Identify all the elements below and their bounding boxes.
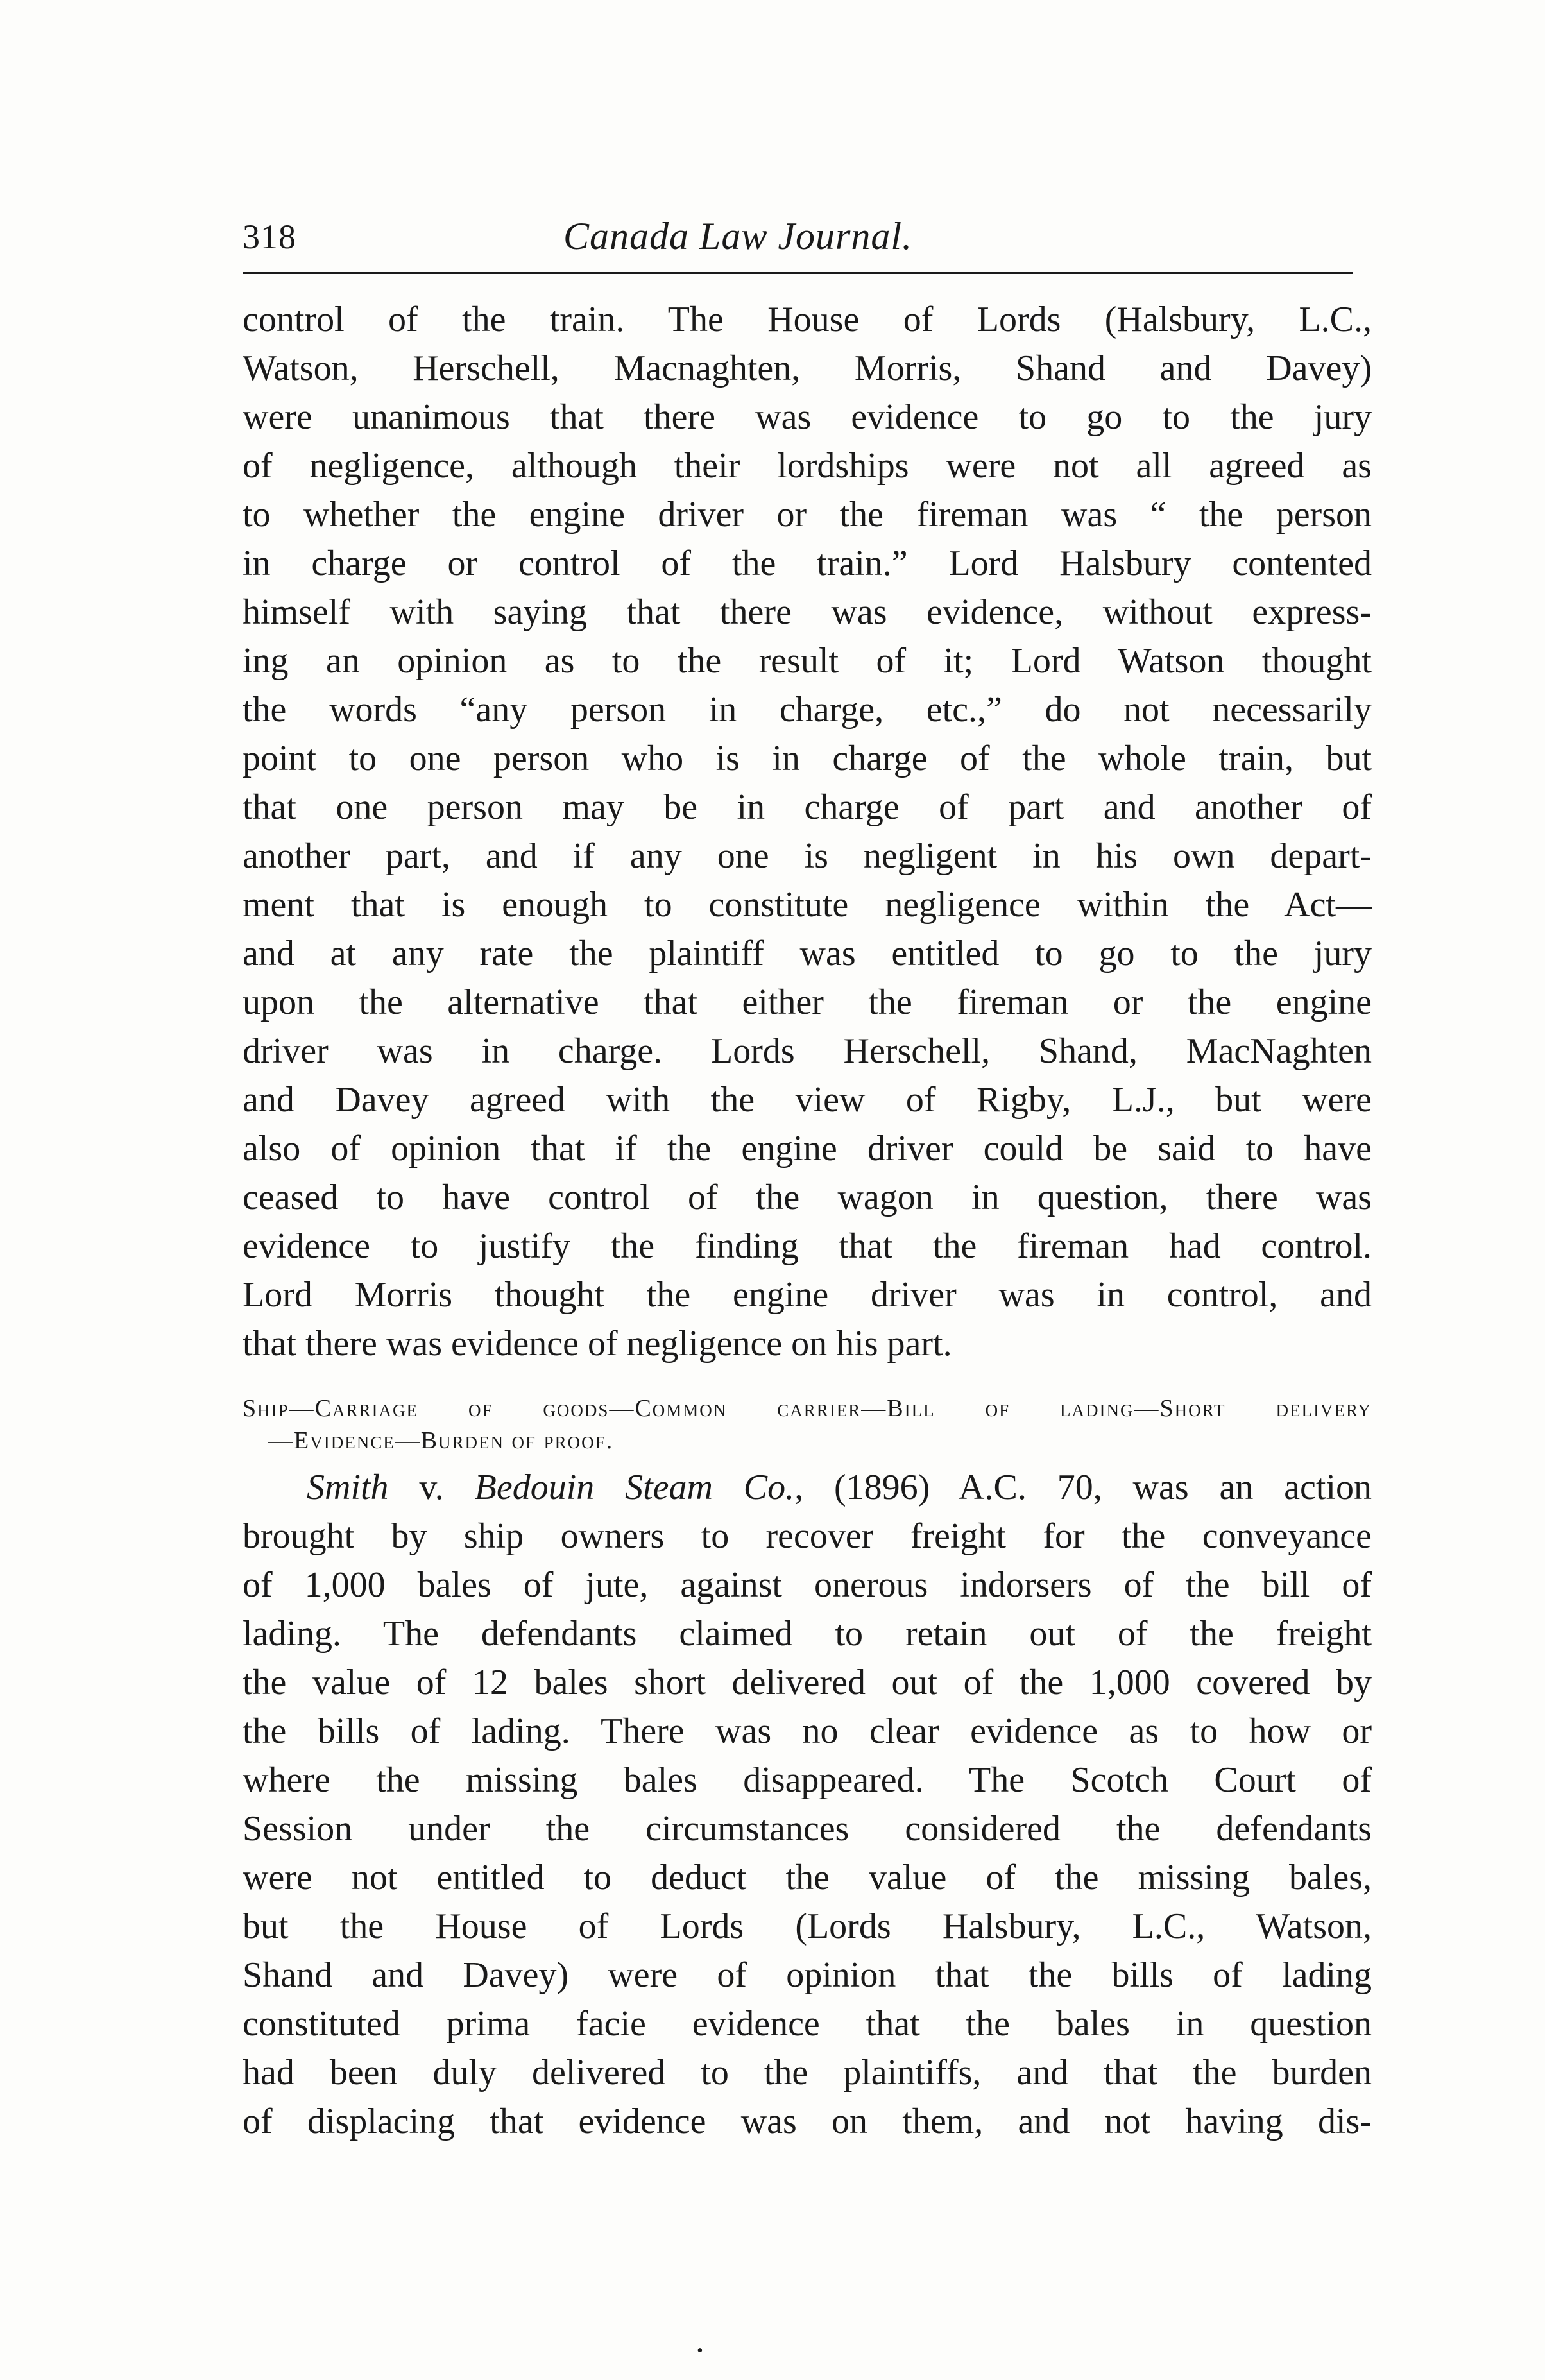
text-line: control of the train. The House of Lords (Halsbury, L.C.,	[243, 300, 1372, 339]
text-line: and at any rate the plaintiff was entitled to go to the jury	[243, 934, 1372, 973]
text-line: in charge or control of the train.” Lord Halsbury contented	[243, 544, 1372, 583]
text-line: also of opinion that if the engine driver could be said to have	[243, 1129, 1372, 1169]
text-line: where the missing bales disappeared. The Scotch Court of	[243, 1760, 1372, 1800]
paragraph-1	[243, 295, 1372, 1368]
body-text	[243, 295, 1372, 2146]
text-line: of 1,000 bales of jute, against onerous indorsers of the bill of	[243, 1565, 1372, 1605]
running-title: Canada Law Journal.	[563, 215, 913, 257]
text-line: another part, and if any one is negligent in his own depart-	[243, 836, 1372, 876]
heading-line: Ship—Carriage of goods—Common carrier—Bill of lading—Short delivery	[243, 1395, 1372, 1422]
text-line: ing an opinion as to the result of it; Lord Watson thought	[243, 641, 1372, 681]
text-line: were unanimous that there was evidence to go to the jury	[243, 397, 1372, 437]
text-line: Session under the circumstances considered the defendants	[243, 1809, 1372, 1849]
text-line: constituted prima facie evidence that the bales in question	[243, 2004, 1372, 2044]
case-citation: (1896) A.C. 70, was an action	[803, 1468, 1372, 1507]
footer-mark: •	[697, 2341, 703, 2361]
text-line: evidence to justify the finding that the fireman had control.	[243, 1226, 1372, 1266]
text-line: of displacing that evidence was on them, and not having dis-	[243, 2102, 1372, 2141]
text-line: had been duly delivered to the plaintiffs, and that the burden	[243, 2053, 1372, 2093]
text-line	[243, 1463, 1372, 1512]
text-line: but the House of Lords (Lords Halsbury, L.C., Watson,	[243, 1906, 1372, 1946]
text-line: the words “any person in charge, etc.,” do not necessarily	[243, 690, 1372, 730]
heading-line: —Evidence—Burden of proof.	[268, 1427, 614, 1454]
text-line: Watson, Herschell, Macnaghten, Morris, Shand and Davey)	[243, 348, 1372, 388]
text-line: the bills of lading. There was no clear evidence as to how or	[243, 1711, 1372, 1751]
text-line: upon the alternative that either the fireman or the engine	[243, 982, 1372, 1022]
section-heading	[243, 1392, 1372, 1457]
text-line: ceased to have control of the wagon in question, there was	[243, 1177, 1372, 1217]
text-line: ment that is enough to constitute negligence within the Act—	[243, 885, 1372, 925]
page-number: 318	[243, 218, 296, 256]
case-v: v.	[388, 1468, 475, 1507]
text-line: Lord Morris thought the engine driver was in control, and	[243, 1275, 1372, 1315]
case-party: Bedouin Steam Co.,	[474, 1468, 804, 1507]
text-line: Shand and Davey) were of opinion that the bills of lading	[243, 1955, 1372, 1995]
text-line: were not entitled to deduct the value of the missing bales,	[243, 1858, 1372, 1897]
paragraph-2	[243, 1463, 1372, 2146]
text-line: that there was evidence of negligence on his part.	[243, 1324, 952, 1364]
text-line: that one person may be in charge of part and another of	[243, 787, 1372, 827]
text-line: the value of 12 bales short delivered out of the 1,000 covered by	[243, 1663, 1372, 1702]
text-line: brought by ship owners to recover freight for the conveyance	[243, 1516, 1372, 1556]
text-line: and Davey agreed with the view of Rigby, L.J., but were	[243, 1080, 1372, 1120]
page-header	[243, 217, 1353, 275]
text-line: point to one person who is in charge of the whole train, but	[243, 739, 1372, 778]
text-line: driver was in charge. Lords Herschell, Shand, MacNaghten	[243, 1031, 1372, 1071]
text-line: himself with saying that there was evidence, without express-	[243, 592, 1372, 632]
text-line: lading. The defendants claimed to retain out of the freight	[243, 1614, 1372, 1654]
header-rule	[243, 272, 1353, 274]
text-line: of negligence, although their lordships were not all agreed as	[243, 446, 1372, 486]
case-name: Smith	[307, 1468, 389, 1507]
text-line: to whether the engine driver or the fireman was “ the person	[243, 495, 1372, 535]
